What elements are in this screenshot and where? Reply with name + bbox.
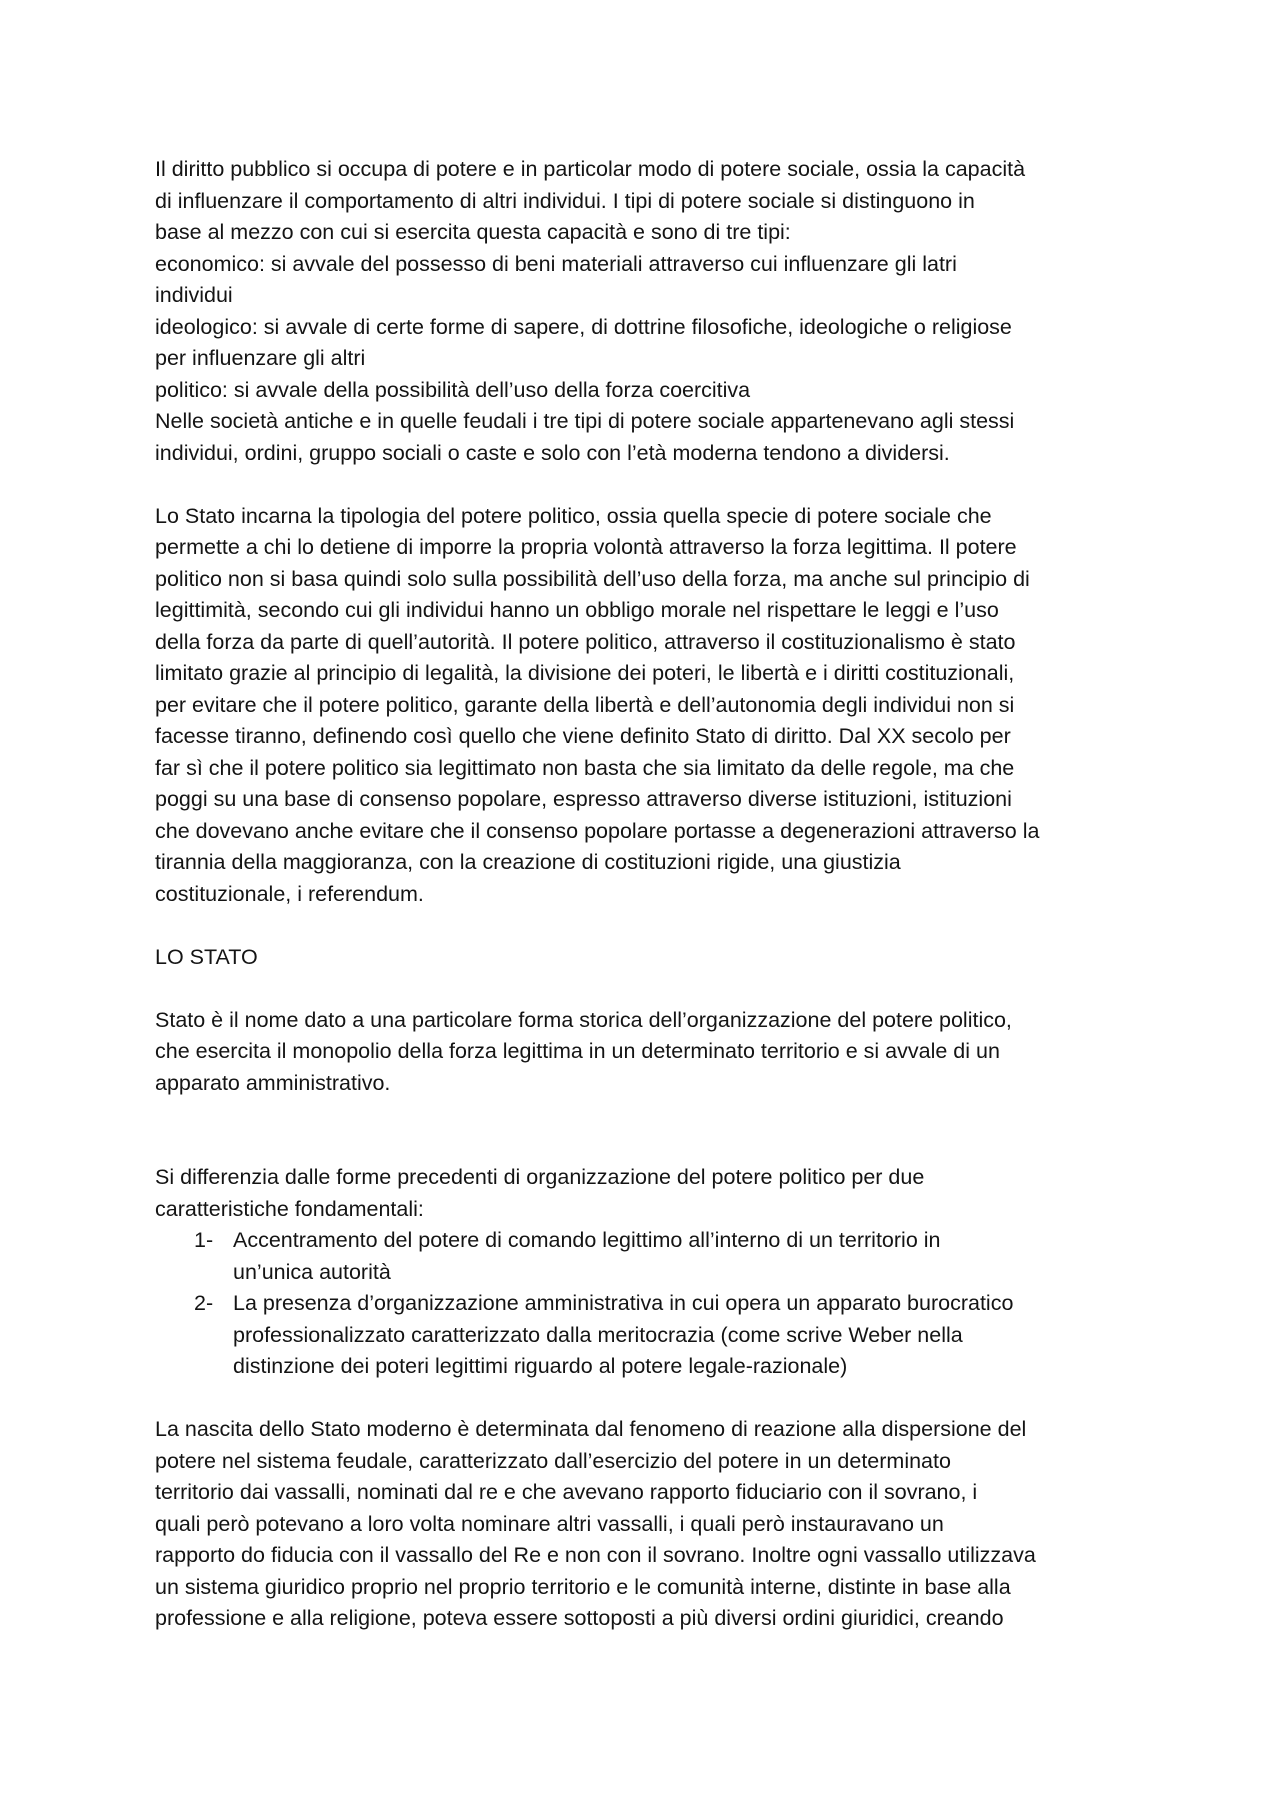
text-line: permette a chi lo detiene di imporre la propria volontà attraverso la forza legittima. Il potere — [155, 535, 1017, 559]
text-line: professionalizzato caratterizzato dalla meritocrazia (come scrive Weber nella — [233, 1322, 963, 1347]
text-line: politico: si avvale della possibilità dell’uso della forza coercitiva — [155, 377, 751, 402]
text-line: potere nel sistema feudale, caratterizzato dall’esercizio del potere in un determinato — [155, 1448, 951, 1473]
text-line: Si differenzia dalle forme precedenti di organizzazione del potere politico per due — [155, 1165, 925, 1189]
document-body — [155, 154, 1140, 1635]
text-line: della forza da parte di quell’autorità. Il potere politico, attraverso il costituzionalismo è stato — [155, 629, 1016, 654]
text-line: per influenzare gli altri — [155, 346, 366, 370]
text-line: poggi su una base di consenso popolare, espresso attraverso diverse istituzioni, istituzioni — [155, 787, 1012, 811]
text-line: costituzionale, i referendum. — [155, 881, 424, 906]
text-line: legittimità, secondo cui gli individui hanno un obbligo morale nel rispettare le leggi e l’uso — [155, 598, 999, 622]
list-item-number: 2- — [194, 1291, 214, 1315]
text-line: professione e alla religione, poteva essere sottoposti a più diversi ordini giuridici, creando — [155, 1606, 1004, 1630]
text-line: economico: si avvale del possesso di beni materiali attraverso cui influenzare gli latri — [155, 251, 957, 276]
paragraph-potere-politico — [155, 501, 1140, 911]
text-line: caratteristiche fondamentali: — [155, 1196, 424, 1221]
text-line: un sistema giuridico proprio nel proprio territorio e le comunità interne, distinte in base alla — [155, 1574, 1011, 1599]
section-heading: LO STATO — [155, 944, 258, 969]
text-line: Stato è il nome dato a una particolare forma storica dell’organizzazione del potere politico, — [155, 1007, 1012, 1032]
text-line: La nascita dello Stato moderno è determinata dal fenomeno di reazione alla dispersione del — [155, 1417, 1027, 1441]
paragraph-spacer — [155, 469, 1140, 501]
text-line: Lo Stato incarna la tipologia del potere politico, ossia quella specie di potere sociale che — [155, 503, 992, 528]
numbered-list — [155, 1225, 1140, 1383]
list-item — [155, 1225, 1140, 1288]
paragraph-caratteristiche — [155, 1162, 1140, 1225]
text-line: individui, ordini, gruppo sociali o caste e solo con l’età moderna tendono a dividersi. — [155, 440, 950, 465]
text-line: individui — [155, 283, 233, 307]
paragraph-spacer — [155, 1099, 1140, 1162]
text-line: far sì che il potere politico sia legittimato non basta che sia limitato da delle regole, ma che — [155, 755, 1015, 780]
text-line: tirannia della maggioranza, con la creazione di costituzioni rigide, una giustizia — [155, 850, 901, 874]
text-line: politico non si basa quindi solo sulla possibilità dell’uso della forza, ma anche sul principio di — [155, 566, 1030, 591]
paragraph-spacer — [155, 1383, 1140, 1415]
text-line: distinzione dei poteri legittimi riguardo al potere legale-razionale) — [233, 1354, 848, 1378]
text-line: base al mezzo con cui si esercita questa capacità e sono di tre tipi: — [155, 220, 791, 244]
paragraph-potere-sociale — [155, 154, 1140, 469]
text-line: ideologico: si avvale di certe forme di sapere, di dottrine filosofiche, ideologiche o religiose — [155, 314, 1012, 339]
text-line: quali però potevano a loro volta nominare altri vassalli, i quali però instauravano un — [155, 1511, 944, 1536]
text-line: che esercita il monopolio della forza legittima in un determinato territorio e si avvale di un — [155, 1039, 1000, 1063]
text-line: territorio dai vassalli, nominati dal re e che avevano rapporto fiduciario con il sovrano, i — [155, 1480, 978, 1504]
text-line: rapporto do fiducia con il vassallo del Re e non con il sovrano. Inoltre ogni vassallo utilizzava — [155, 1543, 1036, 1567]
text-line: un’unica autorità — [233, 1259, 391, 1284]
paragraph-spacer — [155, 910, 1140, 942]
text-line: limitato grazie al principio di legalità, la divisione dei poteri, le libertà e i diritti costituzionali, — [155, 661, 1015, 685]
paragraph-definizione-stato — [155, 1005, 1140, 1100]
paragraph-spacer — [155, 973, 1140, 1005]
list-item — [155, 1288, 1140, 1383]
text-line: La presenza d’organizzazione amministrativa in cui opera un apparato burocratico — [233, 1291, 1014, 1315]
list-item-number: 1- — [194, 1228, 214, 1252]
text-line: di influenzare il comportamento di altri individui. I tipi di potere sociale si distinguono in — [155, 188, 975, 213]
text-line: Nelle società antiche e in quelle feudali i tre tipi di potere sociale appartenevano agli stessi — [155, 409, 1015, 433]
text-line: facesse tiranno, definendo così quello che viene definito Stato di diritto. Dal XX secolo per — [155, 724, 1011, 748]
text-line: Il diritto pubblico si occupa di potere e in particolar modo di potere sociale, ossia la capacità — [155, 157, 1026, 181]
text-line: Accentramento del potere di comando legittimo all’interno di un territorio in — [233, 1228, 941, 1252]
text-line: che dovevano anche evitare che il consenso popolare portasse a degenerazioni attraverso la — [155, 818, 1040, 843]
text-line: per evitare che il potere politico, garante della libertà e dell’autonomia degli individui non si — [155, 692, 1015, 717]
paragraph-nascita-stato — [155, 1414, 1140, 1635]
text-line: apparato amministrativo. — [155, 1070, 391, 1095]
